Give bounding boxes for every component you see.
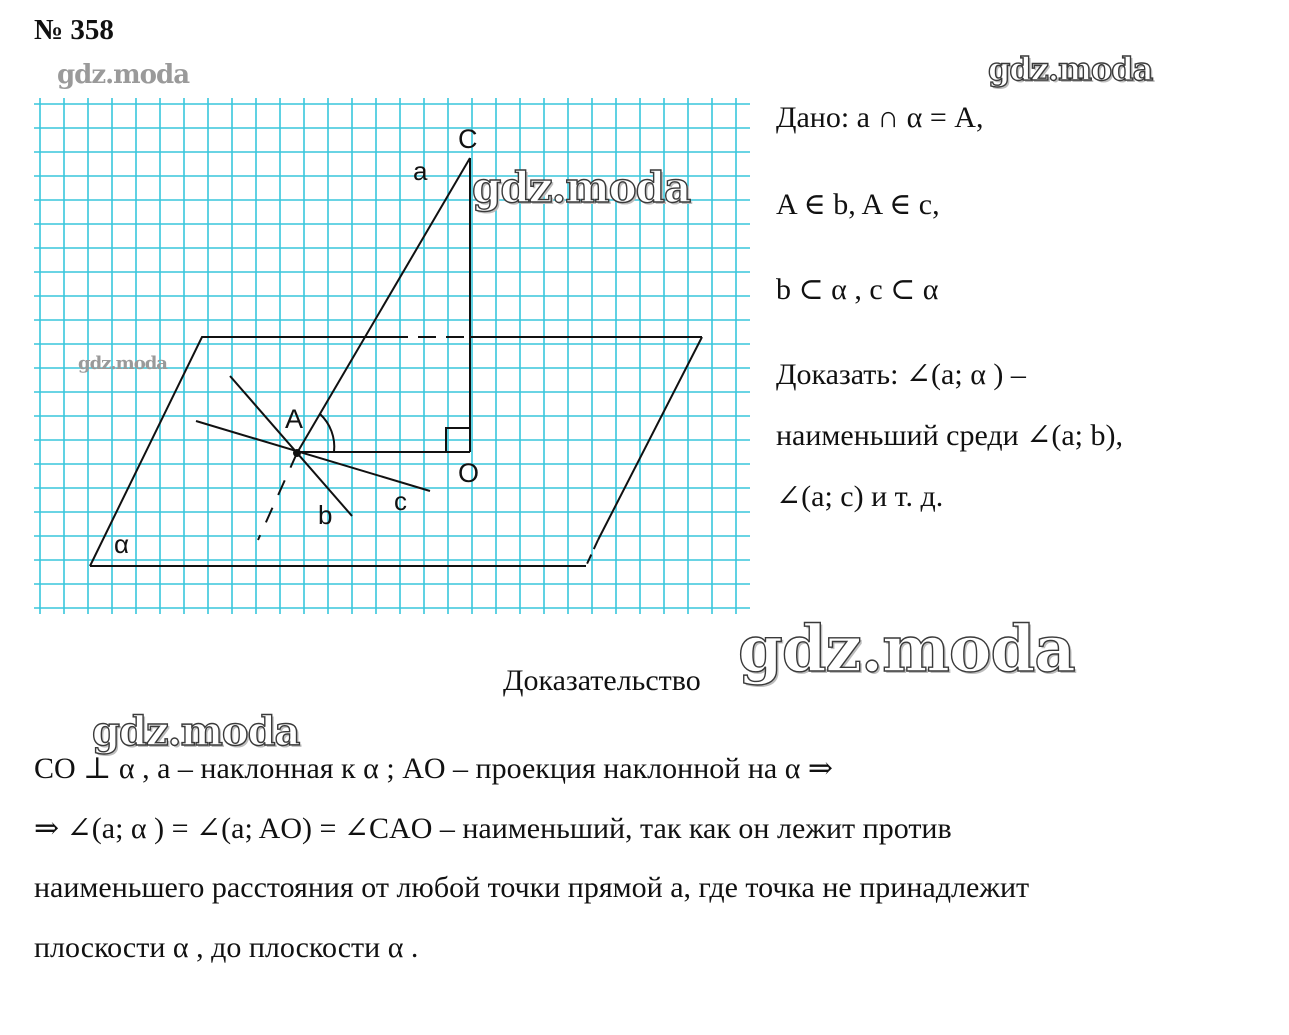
watermark-figure-small: gdz.moda (78, 353, 167, 374)
given-line-1: Дано: a ∩ α = A, (776, 101, 984, 134)
watermark-proof: gdz.moda (92, 708, 300, 755)
label-A: A (285, 404, 304, 434)
watermark-large: gdz.moda (738, 612, 1075, 687)
given-line-2: A ∈ b, A ∈ c, (776, 188, 940, 221)
label-alpha: α (114, 529, 130, 559)
prove-line-3: ∠(a; c) и т. д. (776, 480, 944, 513)
watermark-top-left: gdz.moda (57, 60, 190, 90)
problem-number: № 358 (34, 14, 114, 46)
line-c (196, 421, 430, 491)
given-line-3: b ⊂ α , c ⊂ α (776, 273, 939, 306)
label-O: O (458, 458, 480, 488)
proof-line-3: наименьшего расстояния от любой точки прямой a, где точка не принадлежит (34, 871, 1030, 904)
watermark-figure: gdz.moda (472, 163, 691, 212)
proof-title: Доказательство (503, 664, 701, 697)
point-A (293, 449, 301, 457)
line-a-hidden (258, 453, 297, 540)
prove-line-1: Доказать: ∠(a; α ) – (776, 358, 1026, 391)
label-C: C (458, 124, 478, 154)
proof-line-2: ⇒ ∠(a; α ) = ∠(a; AO) = ∠CAO – наименьший, так как он лежит против (34, 812, 952, 845)
proof-line-4: плоскости α , до плоскости α . (34, 931, 419, 964)
label-b: b (318, 500, 333, 530)
label-c: c (394, 486, 407, 516)
proof-line-1: CO ⊥ α , a – наклонная к α ; AO – проекция наклонной на α ⇒ (34, 752, 834, 785)
prove-line-2: наименьший среди ∠(a; b), (776, 419, 1123, 452)
label-a: a (413, 156, 428, 186)
angle-CAO-arc (320, 414, 334, 452)
line-a (297, 158, 470, 453)
watermark-top-right: gdz.moda (988, 50, 1153, 88)
